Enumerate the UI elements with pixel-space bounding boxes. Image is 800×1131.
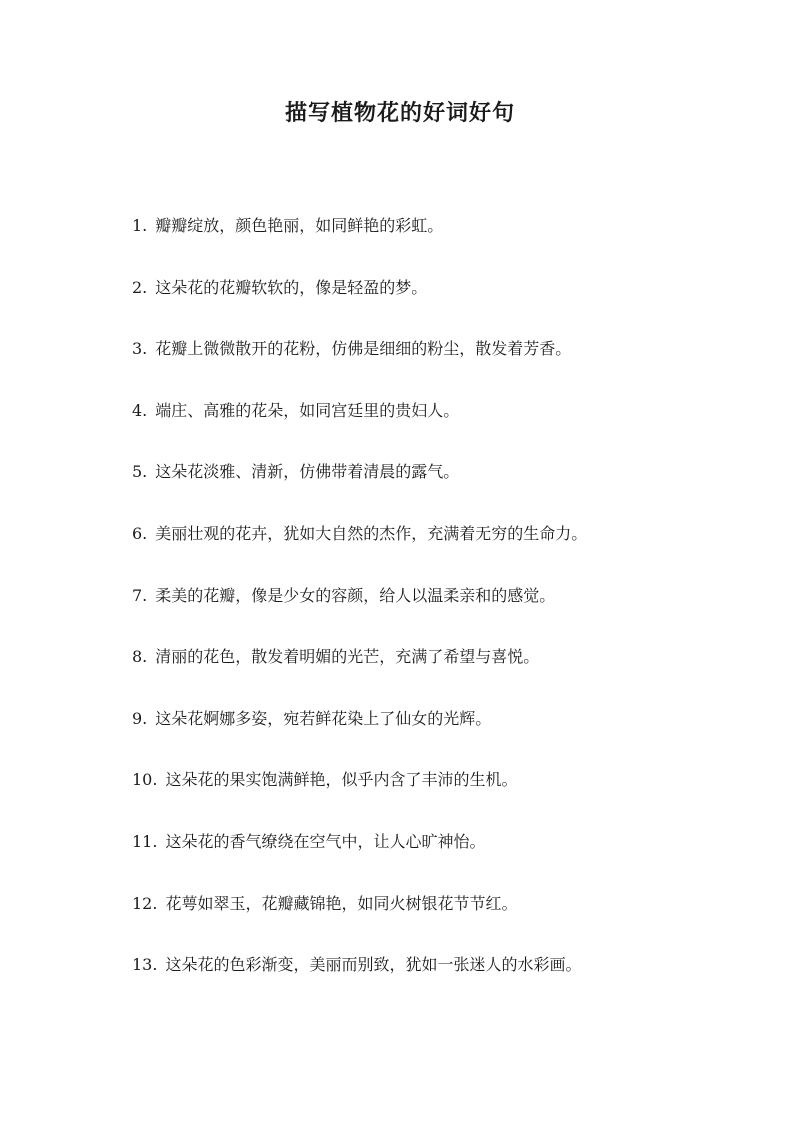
item-text: 花瓣上微微散开的花粉，仿佛是细细的粉尘，散发着芳香。 (155, 339, 572, 359)
list-item (132, 645, 772, 707)
item-text: 端庄、高雅的花朵，如同宫廷里的贵妇人。 (155, 400, 460, 420)
item-text: 这朵花的香气缭绕在空气中，让人心旷神怡。 (165, 831, 486, 851)
item-number: 7. (132, 585, 148, 605)
sentence-list (132, 214, 772, 1015)
item-number: 5. (132, 462, 148, 482)
item-text: 美丽壮观的花卉，犹如大自然的杰作，充满着无穷的生命力。 (155, 523, 588, 543)
list-item (132, 214, 772, 276)
item-number: 9. (132, 708, 148, 728)
list-item (132, 460, 772, 522)
list-item (132, 953, 772, 1015)
list-item (132, 768, 772, 830)
list-item (132, 892, 772, 954)
item-text: 这朵花的果实饱满鲜艳，似乎内含了丰沛的生机。 (165, 770, 518, 790)
item-text: 这朵花的花瓣软软的，像是轻盈的梦。 (155, 277, 428, 297)
list-item (132, 707, 772, 769)
list-item (132, 337, 772, 399)
page-title: 描写植物花的好词好句 (284, 100, 515, 126)
list-item (132, 522, 772, 584)
item-number: 4. (132, 400, 148, 420)
list-item (132, 399, 772, 461)
item-text: 花萼如翠玉，花瓣藏锦艳，如同火树银花节节红。 (165, 893, 518, 913)
item-text: 这朵花淡雅、清新，仿佛带着清晨的露气。 (155, 462, 460, 482)
item-number: 1. (132, 216, 148, 235)
item-number: 13. (132, 955, 158, 975)
item-number: 2. (132, 277, 148, 297)
item-text: 这朵花婀娜多姿，宛若鲜花染上了仙女的光辉。 (155, 708, 492, 728)
item-number: 8. (132, 647, 148, 667)
item-text: 瓣瓣绽放，颜色艳丽，如同鲜艳的彩虹。 (155, 216, 444, 235)
item-text: 柔美的花瓣，像是少女的容颜，给人以温柔亲和的感觉。 (155, 585, 556, 605)
list-item (132, 830, 772, 892)
item-number: 10. (132, 770, 158, 790)
list-item (132, 584, 772, 646)
item-number: 6. (132, 523, 148, 543)
item-number: 3. (132, 339, 148, 359)
item-number: 12. (132, 893, 158, 913)
list-item (132, 276, 772, 338)
item-text: 清丽的花色，散发着明媚的光芒，充满了希望与喜悦。 (155, 647, 540, 667)
item-number: 11. (132, 831, 158, 851)
item-text: 这朵花的色彩渐变，美丽而别致，犹如一张迷人的水彩画。 (165, 955, 582, 975)
